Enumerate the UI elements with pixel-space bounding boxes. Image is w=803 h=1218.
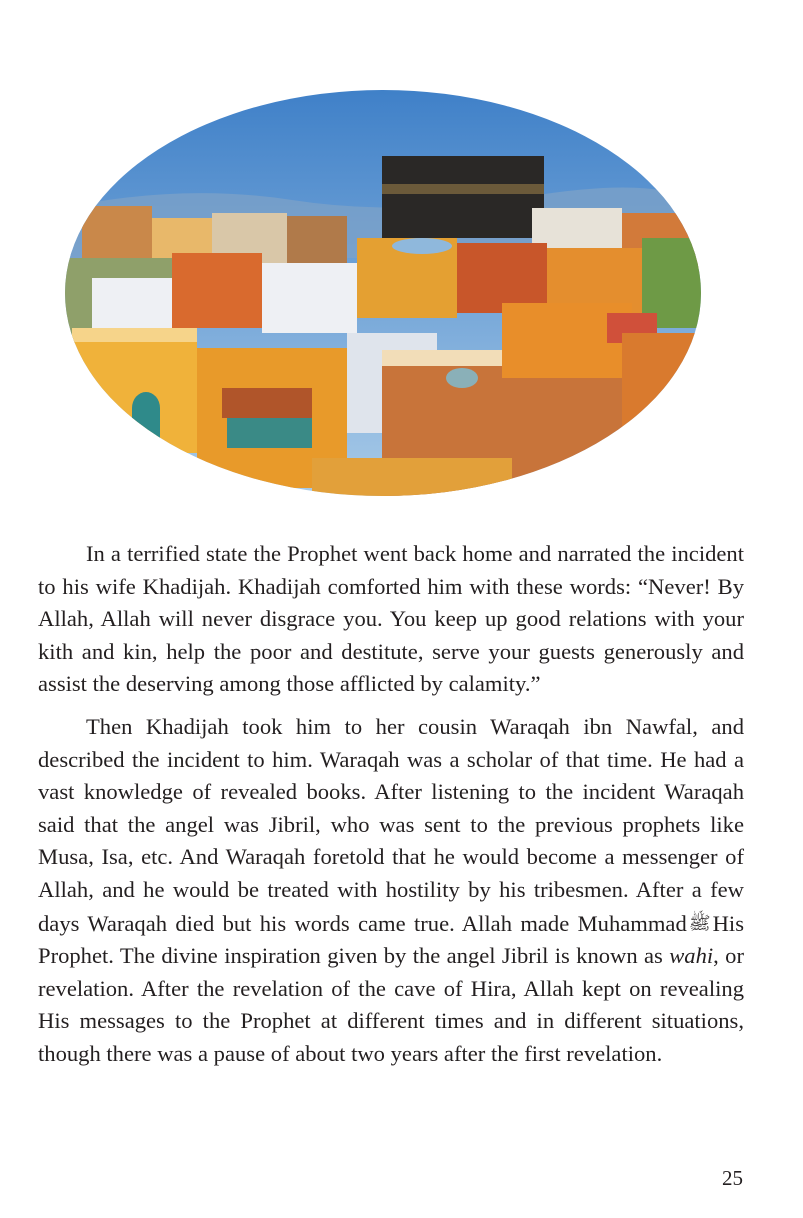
paragraph-2-part-b: His Prophet. The divine inspiration given by the angel Jibril is known as (38, 910, 744, 968)
paragraph-2 (38, 711, 744, 1070)
pot (446, 368, 478, 388)
makkah-illustration-drawing (62, 88, 704, 498)
arched-door (132, 392, 160, 438)
building (262, 263, 357, 333)
paragraph-1: In a terrified state the Prophet went back home and narrated the incident to his wife Khadijah. Khadijah comforted him with these words: “Never! By Allah, Allah will never disgrace you. You keep up good relations with your kith and kin, help the poor and destitute, serve your guests generously and assist the deserving among those afflicted by calamity.” (38, 541, 744, 697)
body-text (38, 538, 744, 1070)
dome (392, 238, 452, 254)
rooftop (72, 328, 197, 342)
page-number: 25 (722, 1166, 743, 1190)
makkah-illustration (62, 88, 704, 498)
paragraph-2-part-c: , or revelation. After the revelation of the cave of Hira, Allah kept on revealing His messages to the Prophet at different times and in different situations, though there was a pause of about two years after the first revelation. (38, 942, 744, 1066)
building (172, 253, 262, 328)
arched-windows (227, 418, 312, 448)
paragraph-2-part-a: Then Khadijah took him to her cousin Waraqah ibn Nawfal, and described the incident to him. Waraqah was a scholar of that time. He had a vast knowledge of revealed books. After listening to the incident Waraqah said that the angel was Jibril, who was sent to the previous prophets like Musa, Isa, etc. And Waraqah foretold that he would become a messenger of Allah, and he would be treated with hostility by his tribesmen. After a few days Waraqah died but his words came true. Allah made Muhammad (38, 713, 744, 936)
building (82, 206, 152, 266)
foreground-roof (312, 458, 512, 498)
kaaba-band (382, 184, 544, 194)
building (72, 333, 197, 453)
kaaba (382, 156, 544, 238)
awning (222, 388, 312, 418)
salutation-glyph: ﷺ (688, 912, 711, 933)
building (457, 243, 547, 313)
wahi-term: wahi (669, 942, 714, 968)
building (622, 333, 704, 498)
